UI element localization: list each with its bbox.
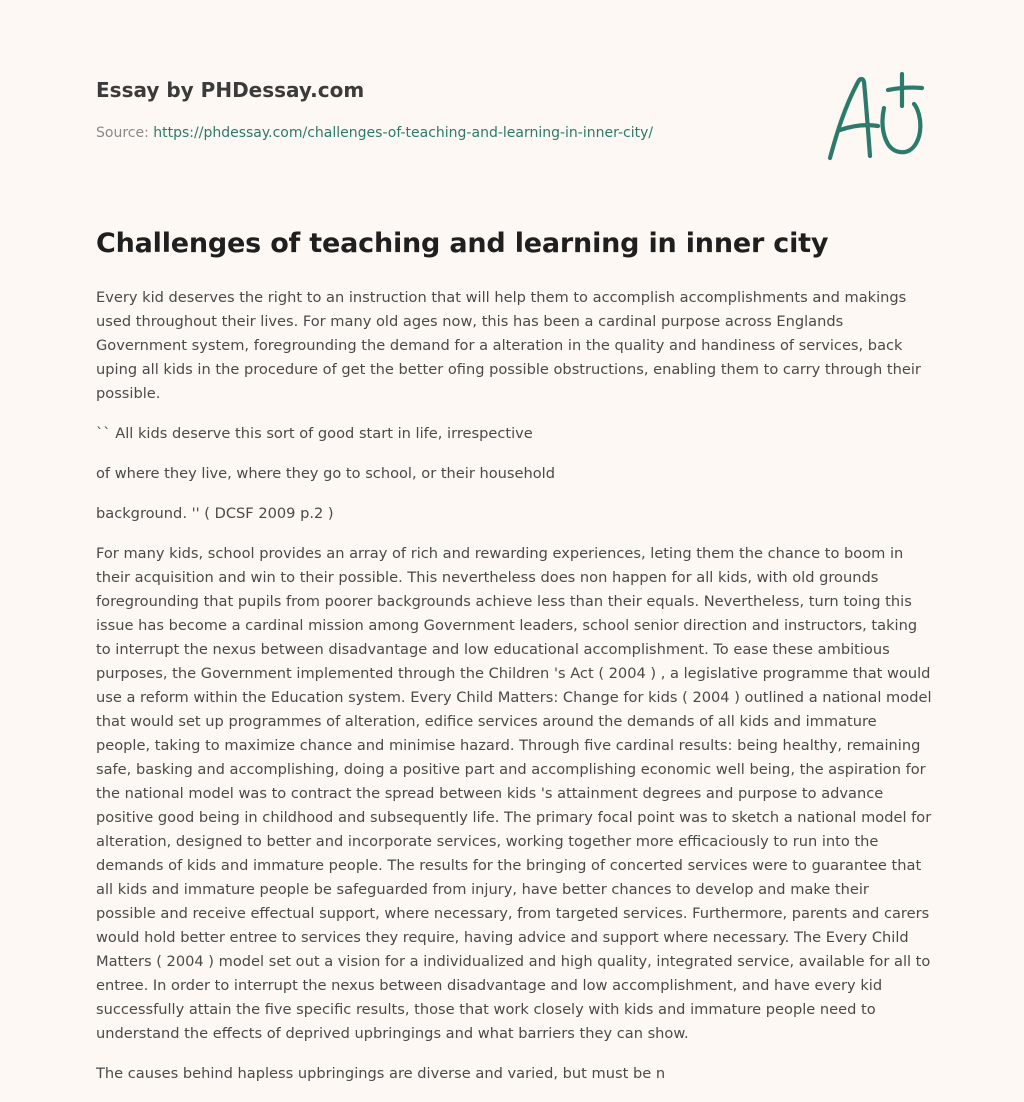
a-plus-logo-icon bbox=[822, 68, 930, 164]
essay-title: Challenges of teaching and learning in inner city bbox=[96, 228, 829, 259]
essay-paragraph: For many kids, school provides an array of rich and rewarding experiences, leting them the chance to boom in their acquisition and win to their possible. This nevertheless does non happen for all kids, with old grounds foregrounding that pupils from poorer backgrounds achieve less than their equals. Nevertheless, turn toing this issue has become a cardinal mission among Government leaders, school senior direction and instructors, taking to interrupt the nexus between disadvantage and low educational accomplishment. To ease these ambitious purposes, the Government implemented through the Children 's Act ( 2004 ) , a legislative programme that would use a reform within the Education system. Every Child Matters: Change for kids ( 2004 ) outlined a national model that would set up programmes of alteration, edifice services around the demands of all kids and immature people, taking to maximize chance and minimise hazard. Through five cardinal results: being healthy, remaining safe, basking and accomplishing, doing a positive part and accomplishing economic well being, the aspiration for the national model was to contract the spread between kids 's attainment degrees and purpose to advance positive good being in childhood and subsequently life. The primary focal point was to sketch a national model for alteration, designed to better and incorporate services, working together more efficaciously to run into the demands of kids and immature people. The results for the bringing of concerted services were to guarantee that all kids and immature people be safeguarded from injury, have better chances to develop and make their possible and receive effectual support, where necessary, from targeted services. Furthermore, parents and carers would hold better entree to services they require, having advice and support where necessary. The Every Child Matters ( 2004 ) model set out a vision for a individualized and high quality, integrated service, available for all to entree. In order to interrupt the nexus between disadvantage and low accomplishment, and have every kid successfully attain the five specific results, those that work closely with kids and immature people need to understand the effects of deprived upbringings and what barriers they can show. bbox=[96, 545, 932, 1042]
site-brand-title: Essay by PHDessay.com bbox=[96, 78, 365, 102]
essay-quote-line: background. '' ( DCSF 2009 p.2 ) bbox=[96, 505, 334, 522]
source-line bbox=[96, 124, 653, 142]
essay-paragraph: The causes behind hapless upbringings are diverse and varied, but must be n bbox=[96, 1065, 666, 1082]
essay-quote-line: `` All kids deserve this sort of good start in life, irrespective bbox=[96, 425, 533, 442]
essay-paragraph: Every kid deserves the right to an instruction that will help them to accomplish accomplishments and makings used throughout their lives. For many old ages now, this has been a cardinal purpose across Englands Government system, foregrounding the demand for a alteration in the quality and handiness of services, back uping all kids in the procedure of get the better ofing possible obstructions, enabling them to carry through their possible. bbox=[96, 289, 921, 402]
essay-body bbox=[96, 286, 932, 1102]
essay-quote-line: of where they live, where they go to school, or their household bbox=[96, 465, 555, 482]
source-label: Source: bbox=[96, 125, 154, 141]
source-link[interactable]: https://phdessay.com/challenges-of-teaching-and-learning-in-inner-city/ bbox=[153, 125, 654, 141]
